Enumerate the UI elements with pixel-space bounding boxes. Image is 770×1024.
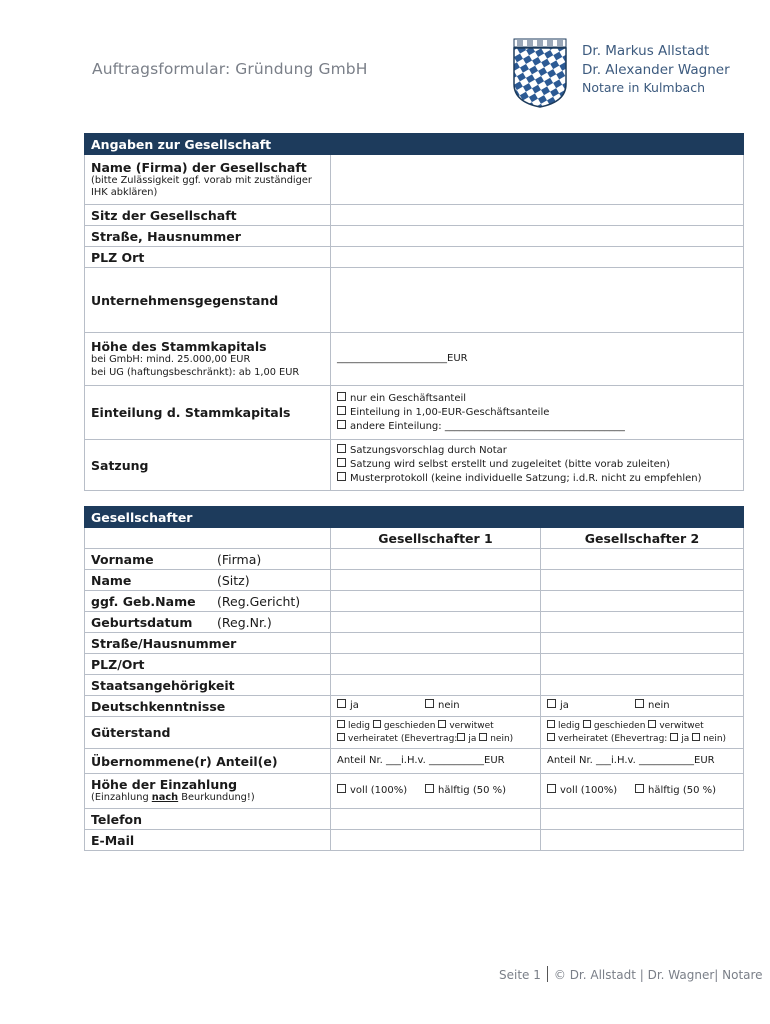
partner-2-email-field[interactable] [541,830,744,851]
partners-section-header: Gesellschafter [85,507,744,528]
checkbox-icon[interactable] [547,784,556,793]
checkbox-icon[interactable] [670,733,678,741]
split-option-other[interactable] [337,420,737,434]
notary-office-block [582,42,730,98]
partner-1-contract-no[interactable] [479,734,513,744]
partner-1-email-field[interactable] [331,830,541,851]
partner-1-zip-field[interactable] [331,654,541,675]
checkbox-icon[interactable] [425,784,434,793]
partner-2-street-field[interactable] [541,633,744,654]
partner-2-nationality-field[interactable] [541,675,744,696]
partner-2-german-no[interactable] [635,700,670,711]
checkbox-icon[interactable] [337,699,346,708]
footer-divider [547,966,548,982]
partner-1-payment-options [331,774,541,809]
checkbox-icon[interactable] [547,699,556,708]
statute-options [331,440,744,491]
payment-hint [91,792,324,805]
checkbox-icon[interactable] [635,784,644,793]
partner-1-divorced[interactable] [373,721,436,731]
partner-2-payment-half[interactable] [635,785,716,796]
checkbox-icon[interactable] [547,720,555,728]
payment-label-cell [85,774,331,809]
checkbox-icon[interactable] [438,720,446,728]
partner-2-german-yes[interactable] [547,699,635,713]
partner-1-birthname-field[interactable] [331,591,541,612]
partner-1-single[interactable] [337,721,370,731]
firstname-label: Vorname [91,551,154,567]
checkbox-icon[interactable] [583,720,591,728]
partner-1-marital-options [331,717,541,749]
checkbox-icon[interactable] [479,733,487,741]
footer-copyright: © Dr. Allstadt | Dr. Wagner| Notare [553,968,763,982]
checkbox-icon[interactable] [337,720,345,728]
partner-1-german-options [331,696,541,717]
payment-hint-emphasis: nach [151,792,179,804]
nationality-label: Staatsangehörigkeit [85,675,331,696]
firstname-alt-label: (Firma) [217,551,262,567]
company-name-field[interactable] [331,155,744,205]
payment-label: Höhe der Einzahlung [91,777,238,793]
partner-2-birthname-field[interactable] [541,591,744,612]
checkbox-icon[interactable] [337,784,346,793]
page-footer [499,966,763,982]
partner-1-phone-field[interactable] [331,809,541,830]
company-street-label: Straße, Hausnummer [85,226,331,247]
statute-option-template[interactable] [337,472,737,486]
statute-option-template-label: Musterprotokoll (keine individuelle Satzung; i.d.R. nicht zu empfehlen) [350,473,702,484]
widowed-label: verwitwet [659,720,704,731]
firstname-label-cell [85,549,331,570]
share-label: Übernommene(r) Anteil(e) [85,749,331,774]
company-name-label: Name (Firma) der Gesellschaft [91,159,307,175]
checkbox-icon[interactable] [635,699,644,708]
checkbox-icon[interactable] [337,444,346,453]
payment-full-label: voll (100%) [560,785,618,796]
lastname-label-cell [85,570,331,591]
single-label: ledig [558,720,580,731]
partner-2-contract-no[interactable] [692,734,726,744]
checkbox-icon[interactable] [692,733,700,741]
company-seat-field[interactable] [331,205,744,226]
statute-option-notary[interactable] [337,444,737,458]
checkbox-icon[interactable] [337,458,346,467]
company-name-label-cell [85,155,331,205]
capital-label: Höhe des Stammkapitals [91,339,267,354]
german-no-label: nein [648,700,670,711]
statute-option-own-label: Satzung wird selbst erstellt und zugeleitet (bitte vorab zuleiten) [350,459,671,470]
widowed-label: verwitwet [449,720,494,731]
birthdate-label-cell [85,612,331,633]
partner-street-label: Straße/Hausnummer [85,633,331,654]
checkbox-icon[interactable] [457,733,465,741]
split-option-one-euro[interactable] [337,406,737,420]
birthname-label: ggf. Geb.Name [91,593,196,609]
checkbox-icon[interactable] [648,720,656,728]
checkbox-icon[interactable] [373,720,381,728]
payment-half-label: hälftig (50 %) [648,785,717,796]
capital-amount-field[interactable]: ______________________EUR [331,333,744,386]
german-yes-label: ja [350,700,359,711]
partner-2-share-field[interactable]: Anteil Nr. ___i.H.v. ___________EUR [541,749,744,774]
checkbox-icon[interactable] [425,699,434,708]
company-street-field[interactable] [331,226,744,247]
divorced-label: geschieden [593,720,646,731]
single-label: ledig [348,720,370,731]
partners-table [84,506,744,851]
partner-1-payment-full[interactable] [337,784,425,798]
lastname-alt-label: (Sitz) [217,572,250,588]
partner-1-birthdate-field[interactable] [331,612,541,633]
payment-full-label: voll (100%) [350,785,408,796]
partner-1-lastname-field[interactable] [331,570,541,591]
notary-name-2: Dr. Alexander Wagner [582,61,730,78]
partner-2-birthdate-field[interactable] [541,612,744,633]
partner-1-german-no[interactable] [425,700,460,711]
partner-2-german-options [541,696,744,717]
company-name-hint: (bitte Zulässigkeit ggf. vorab mit zuständiger IHK abklären) [91,174,312,198]
split-option-one-euro-label: Einteilung in 1,00-EUR-Geschäftsanteile [350,406,550,418]
capital-hint-gmbh: bei GmbH: mind. 25.000,00 EUR [91,354,251,365]
statute-label: Satzung [85,440,331,491]
married-label: verheiratet (Ehevertrag: [348,733,458,744]
checkbox-icon[interactable] [547,733,555,741]
company-table [84,133,744,491]
german-yes-label: ja [560,700,569,711]
checkbox-icon[interactable] [337,420,346,429]
checkbox-icon[interactable] [337,733,345,741]
phone-label: Telefon [85,809,331,830]
partner-2-firstname-field[interactable] [541,549,744,570]
partner-2-payment-options [541,774,744,809]
partner-zip-label: PLZ/Ort [85,654,331,675]
page-number: Seite 1 [499,968,541,982]
partner-2-contract-yes[interactable] [670,734,689,744]
partner-2-lastname-field[interactable] [541,570,744,591]
company-zip-label: PLZ Ort [85,247,331,268]
company-section-header: Angaben zur Gesellschaft [85,134,744,155]
partner-1-nationality-field[interactable] [331,675,541,696]
document-title: Auftragsformular: Gründung GmbH [92,60,368,78]
contract-yes-label: ja [681,733,690,744]
notary-name-1: Dr. Markus Allstadt [582,43,710,59]
checkbox-icon[interactable] [337,472,346,481]
birthname-alt-label: (Reg.Gericht) [217,593,301,609]
partner-1-firstname-field[interactable] [331,549,541,570]
capital-label-cell [85,333,331,386]
capital-split-options [331,386,744,440]
partner-1-header: Gesellschafter 1 [331,528,541,549]
german-skills-label: Deutschkenntnisse [85,696,331,717]
marital-status-label: Güterstand [85,717,331,749]
partner-2-zip-field[interactable] [541,654,744,675]
split-option-single-label: nur ein Geschäftsanteil [350,392,467,404]
partner-2-single[interactable] [547,721,580,731]
email-label: E-Mail [85,830,331,851]
partner-2-marital-options [541,717,744,749]
partner-1-contract-yes[interactable] [457,734,476,744]
company-purpose-field[interactable] [331,268,744,333]
partner-1-widowed[interactable] [438,721,493,731]
partner-1-share-field[interactable]: Anteil Nr. ___i.H.v. ___________EUR [331,749,541,774]
statute-option-notary-label: Satzungsvorschlag durch Notar [350,445,507,456]
partner-1-married[interactable] [337,734,457,744]
partner-2-divorced[interactable] [583,721,646,731]
divorced-label: geschieden [383,720,436,731]
split-option-single[interactable] [337,392,737,406]
payment-hint-pre: (Einzahlung [91,792,152,804]
checkbox-icon[interactable] [337,392,346,401]
contract-no-label: nein) [703,733,727,744]
partner-1-german-yes[interactable] [337,699,425,713]
capital-hint-ug: bei UG (haftungsbeschränkt): ab 1,00 EUR [91,366,300,378]
birthname-label-cell [85,591,331,612]
capital-split-label: Einteilung d. Stammkapitals [85,386,331,440]
partner-2-married[interactable] [547,734,667,744]
contract-yes-label: ja [468,733,477,744]
company-seat-label: Sitz der Gesellschaft [85,205,331,226]
payment-hint-post: Beurkundung!) [178,792,255,804]
company-purpose-label: Unternehmensgegenstand [85,268,331,333]
partner-2-payment-full[interactable] [547,784,635,798]
split-option-other-label: andere Einteilung: ____________________________________ [350,420,625,432]
partner-2-phone-field[interactable] [541,809,744,830]
partner-1-street-field[interactable] [331,633,541,654]
payment-half-label: hälftig (50 %) [438,785,507,796]
contract-no-label: nein) [490,733,514,744]
partner-2-header: Gesellschafter 2 [541,528,744,549]
birthdate-label: Geburtsdatum [91,614,193,630]
bavarian-crest-logo [511,38,569,108]
german-no-label: nein [438,700,460,711]
partners-corner-cell [85,528,331,549]
lastname-label: Name [91,572,132,588]
partner-2-widowed[interactable] [648,721,703,731]
married-label: verheiratet (Ehevertrag: [558,733,668,744]
company-zip-field[interactable] [331,247,744,268]
notary-location: Notare in Kulmbach [582,80,705,95]
birthdate-alt-label: (Reg.Nr.) [217,614,272,630]
partner-1-payment-half[interactable] [425,785,506,796]
checkbox-icon[interactable] [337,406,346,415]
statute-option-own[interactable] [337,458,737,472]
